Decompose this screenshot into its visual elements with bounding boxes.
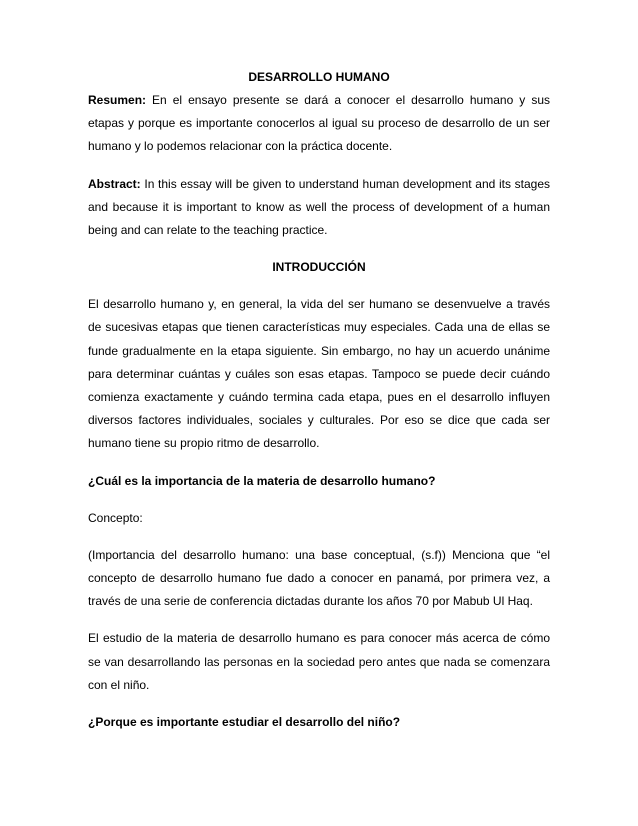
document-page: [88, 66, 550, 734]
resumen-paragraph: [88, 89, 550, 159]
concepto-paragraph: (Importancia del desarrollo humano: una base conceptual, (s.f)) Menciona que “el concepto de desarrollo humano fue dado a conocer en panamá, por primera vez, a través de una serie de conferencia dictadas durante los años 70 por Mabub Ul Haq.: [88, 547, 550, 609]
question-importancia: ¿Cuál es la importancia de la materia de desarrollo humano?: [88, 473, 436, 488]
abstract-paragraph: [88, 173, 550, 243]
introduccion-paragraph: El desarrollo humano y, en general, la vida del ser humano se desenvuelve a través de sucesivas etapas que tienen características muy especiales. Cada una de ellas se funde gradualmente en la etapa siguiente. Sin embargo, no hay un acuerdo unánime para determinar cuántas y cuáles son esas etapas. Tampoco se puede decir cuándo comienza exactamente y cuándo termina cada etapa, pues en el desarrollo influyen diversos factores individuales, sociales y culturales. Por eso se dice que cada ser humano tiene su propio ritmo de desarrollo.: [88, 297, 550, 451]
document-title: DESARROLLO HUMANO: [248, 70, 390, 84]
introduccion-heading: INTRODUCCIÓN: [272, 260, 366, 275]
concepto-label: Concepto:: [88, 510, 143, 525]
estudio-paragraph: El estudio de la materia de desarrollo humano es para conocer más acerca de cómo se van desarrollando las personas en la sociedad pero antes que nada se comenzara con el niño.: [88, 631, 550, 692]
resumen-label: Resumen:: [88, 93, 147, 107]
question-nino: ¿Porque es importante estudiar el desarrollo del niño?: [88, 715, 401, 730]
abstract-text: In this essay will be given to understand human development and its stages and because it is important to know as well the process of development of a human being and can relate to the teaching practice.: [88, 176, 550, 238]
resumen-text: En el ensayo presente se dará a conocer el desarrollo humano y sus etapas y porque es importante conocerlos al igual su proceso de desarrollo de un ser humano y lo podemos relacionar con la práctica docente.: [88, 93, 550, 154]
abstract-label: Abstract:: [88, 176, 141, 191]
